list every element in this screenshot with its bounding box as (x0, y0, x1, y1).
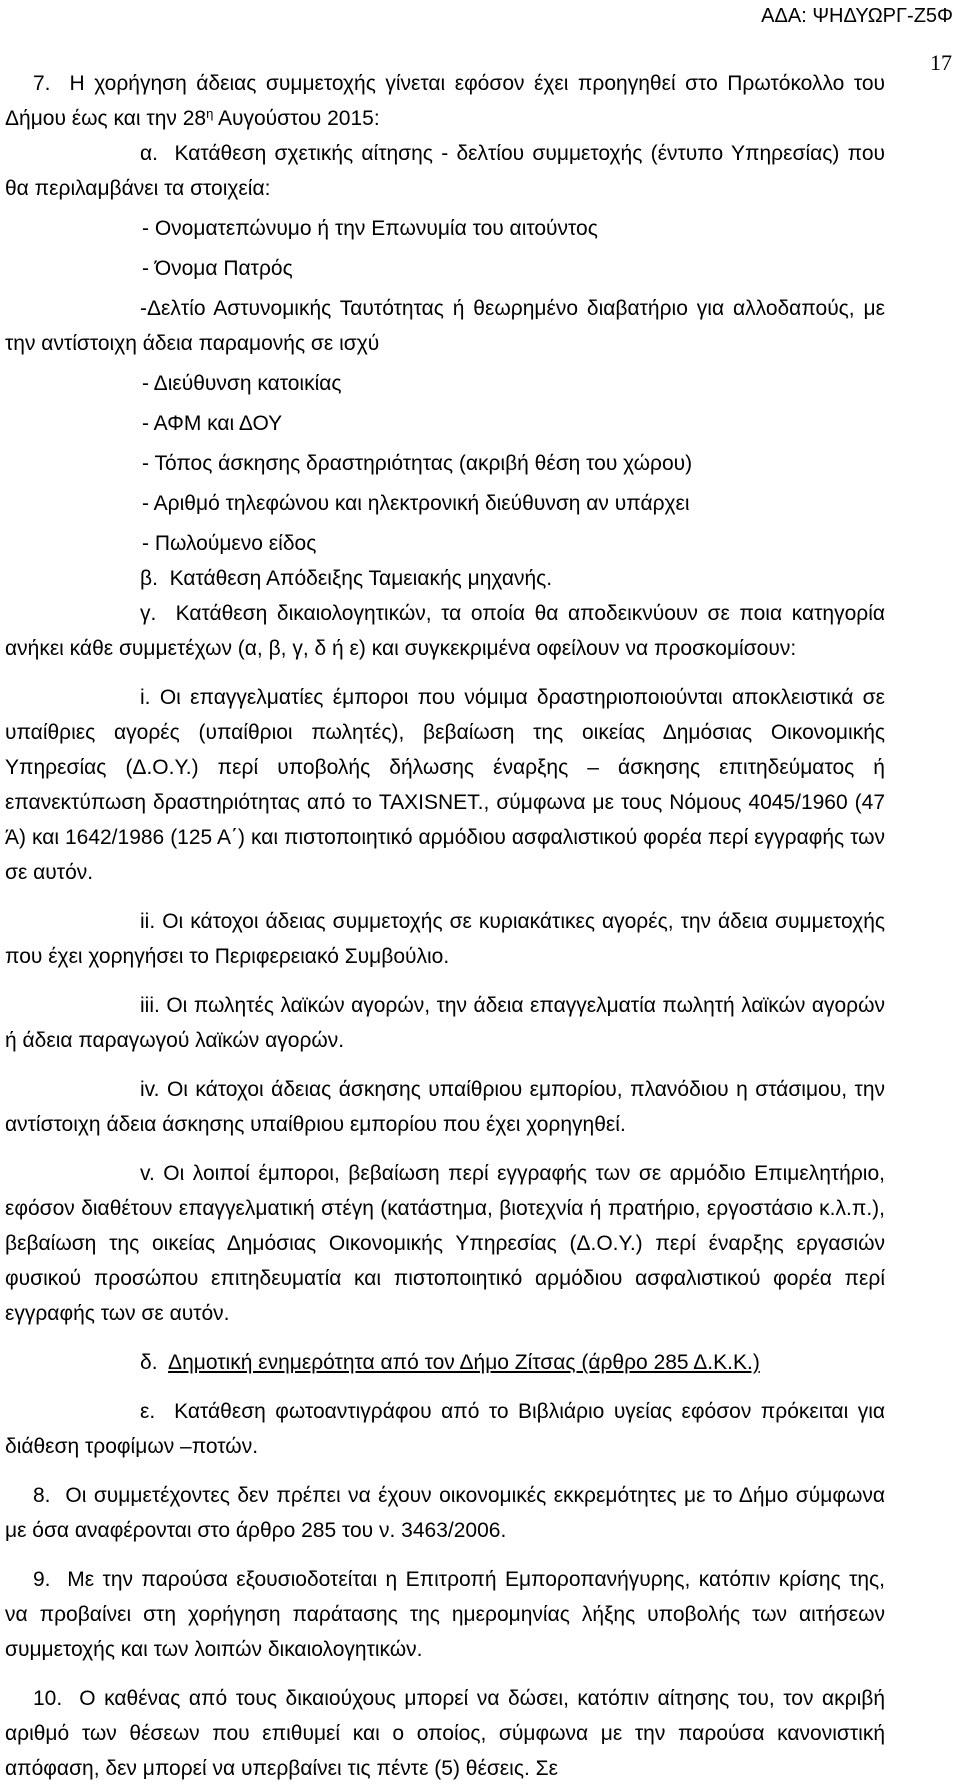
sub-item-text: Οι επαγγελματίες έμποροι που νόμιμα δραστηριοποιούνται αποκλειστικά σε υπαίθριες αγορές (υπαίθριοι πωλητές), βεβαίωση της οικείας Δημόσιας Οικονομικής Υπηρεσίας (Δ.Ο.Υ.) περί υποβολής δήλωσης έναρξης – άσκησης επιτηδεύματος ή επανεκτύπωση δραστηριότητας από το TAXISNET., σύμφωνα με τους Νόμους 4045/1960 (47 Ά) και 1642/1986 (125 Α΄) και πιστοποιητικό αρμόδιου ασφαλιστικού φορέα περί εγγραφής των σε αυτόν. (5, 686, 885, 884)
paragraph-text-end: Αυγούστου 2015: (213, 107, 380, 130)
item-text: Κατάθεση Απόδειξης Ταμειακής μηχανής. (169, 567, 553, 590)
sub-item-label: iv. (140, 1078, 160, 1101)
item-label: β. (140, 567, 158, 590)
paragraph-9 (5, 1562, 885, 1667)
paragraph-number: 10. (33, 1687, 63, 1710)
sub-item-iii (5, 988, 885, 1058)
sub-item-iv (5, 1072, 885, 1142)
item-text: Κατάθεση σχετικής αίτησης - δελτίου συμμετοχής (έντυπο Υπηρεσίας) που θα περιλαμβάνει τα στοιχεία: (5, 142, 885, 200)
sub-item-text: Οι κάτοχοι άδειας συμμετοχής σε κυριακάτικες αγορές, την άδεια συμμετοχής που έχει χορηγήσει το Περιφερειακό Συμβούλιο. (5, 910, 885, 968)
paragraph-number: 7. (33, 72, 51, 95)
item-alpha (5, 136, 885, 206)
item-label: α. (140, 142, 158, 165)
sub-item-label: iii. (140, 994, 160, 1017)
field-location: - Τόπος άσκησης δραστηριότητας (ακριβή θέση του χώρου) (142, 452, 693, 475)
page-number: 17 (930, 50, 952, 75)
item-label: δ. (140, 1351, 158, 1374)
item-gamma (5, 596, 885, 666)
sub-item-text: Οι κάτοχοι άδειας άσκησης υπαίθριου εμπορίου, πλανόδιου η στάσιμου, την αντίστοιχη άδεια άσκησης υπαίθριου εμπορίου που έχει χορηγηθεί. (5, 1078, 885, 1136)
sub-item-v (5, 1156, 885, 1331)
item-epsilon (5, 1394, 885, 1464)
field-name: - Ονοματεπώνυμο ή την Επωνυμία του αιτούντος (142, 217, 598, 240)
item-text: Κατάθεση φωτοαντιγράφου από το Βιβλιάριο υγείας εφόσον πρόκειται για διάθεση τροφίμων –ποτών. (5, 1400, 886, 1458)
sub-item-label: i. (140, 686, 151, 709)
paragraph-text: Οι συμμετέχοντες δεν πρέπει να έχουν οικονομικές εκκρεμότητες με το Δήμο σύμφωνα με όσα αναφέρονται στο άρθρο 285 του ν. 3463/2006. (5, 1484, 885, 1542)
item-label: γ. (140, 602, 157, 625)
field-product: - Πωλούμενο είδος (142, 532, 317, 555)
paragraph-7 (5, 66, 885, 136)
sub-item-ii (5, 904, 885, 974)
paragraph-number: 9. (33, 1568, 51, 1591)
item-delta (5, 1345, 885, 1380)
paragraph-text: Η χορήγηση άδειας συμμετοχής γίνεται εφόσον έχει προηγηθεί στο Πρωτόκολλο του Δήμου έως και την 28 (5, 72, 885, 130)
item-text: Δημοτική ενημερότητα από τον Δήμο Ζίτσας (άρθρο 285 Δ.Κ.Κ.) (168, 1351, 760, 1374)
sub-item-text: Οι λοιποί έμποροι, βεβαίωση περί εγγραφής των σε αρμόδιο Επιμελητήριο, εφόσον διαθέτουν επαγγελματική στέγη (κατάστημα, βιοτεχνία ή πρατήριο, εργοστάσιο κ.λ.π.), βεβαίωση της οικείας Δημόσιας Οικονομικής Υπηρεσίας (Δ.Ο.Υ.) περί έναρξης εργασιών φυσικού προσώπου επιτηδευματία και πιστοποιητικό αρμόδιου ασφαλιστικού φορέα περί εγγραφής των σε αυτόν. (5, 1162, 885, 1325)
field-phone-email: - Αριθμό τηλεφώνου και ηλεκτρονική διεύθυνση αν υπάρχει (142, 492, 690, 515)
sub-item-label: v. (140, 1162, 155, 1185)
field-id-card: -Δελτίο Αστυνομικής Ταυτότητας ή θεωρημένο διαβατήριο για αλλοδαπούς, με την αντίστοιχη άδεια παραμονής σε ισχύ (5, 297, 885, 355)
sub-item-label: ii. (140, 910, 156, 933)
superscript: η (206, 106, 214, 121)
paragraph-10 (5, 1681, 885, 1786)
item-text: Κατάθεση δικαιολογητικών, τα οποία θα αποδεικνύουν σε ποια κατηγορία ανήκει κάθε συμμετέχων (α, β, γ, δ ή ε) και συγκεκριμένα οφείλουν να προσκομίσουν: (5, 602, 886, 660)
field-father-name: - Όνομα Πατρός (142, 257, 293, 280)
field-tax-id: - ΑΦΜ και ΔΟΥ (142, 412, 283, 435)
sub-item-text: Οι πωλητές λαϊκών αγορών, την άδεια επαγγελματία πωλητή λαϊκών αγορών ή άδεια παραγωγού λαϊκών αγορών. (5, 994, 886, 1052)
item-beta (5, 561, 885, 596)
item-label: ε. (140, 1400, 156, 1423)
document-body (5, 66, 885, 1786)
paragraph-text: Με την παρούσα εξουσιοδοτείται η Επιτροπή Εμποροπανήγυρης, κατόπιν κρίσης της, να προβαίνει στη χορήγηση παράτασης της ημερομηνίας λήξης υποβολής των αιτήσεων συμμετοχής και των λοιπών δικαιολογητικών. (5, 1568, 885, 1661)
sub-item-i (5, 680, 885, 890)
paragraph-8 (5, 1478, 885, 1548)
paragraph-number: 8. (33, 1484, 51, 1507)
paragraph-text: Ο καθένας από τους δικαιούχους μπορεί να δώσει, κατόπιν αίτησης του, τον ακριβή αριθμό των θέσεων που επιθυμεί και ο οποίος, σύμφωνα με την παρούσα κανονιστική απόφαση, δεν μπορεί να υπερβαίνει τις πέντε (5) θέσεις. Σε (5, 1687, 885, 1780)
field-address: - Διεύθυνση κατοικίας (142, 372, 342, 395)
ada-code: ΑΔΑ: ΨΗΔΥΩΡΓ-Ζ5Φ (761, 5, 953, 27)
